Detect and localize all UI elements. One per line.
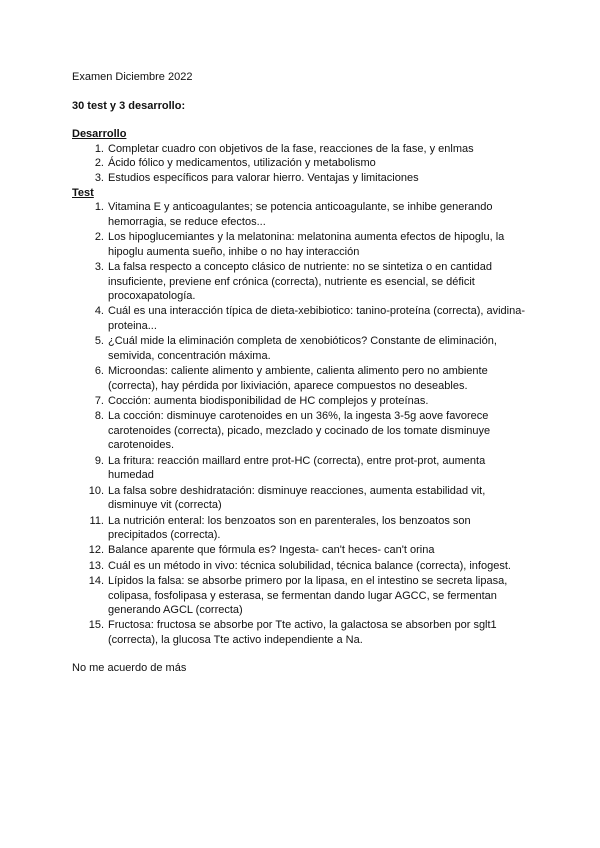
test-item	[72, 514, 532, 543]
test-item	[72, 304, 532, 333]
test-item-text: Microondas: caliente alimento y ambiente, calienta alimento pero no ambiente (correcta), hay pérdida por lixiviación, aparece compuestos no deseables.	[108, 365, 488, 392]
test-item-text: Los hipoglucemiantes y la melatonina: melatonina aumenta efectos de hipoglu, la hipoglu aumenta sueño, inhibe o no hay interacción	[108, 231, 505, 258]
test-item-number: 5.	[94, 335, 104, 348]
test-item	[72, 484, 532, 513]
development-item	[72, 142, 532, 157]
test-item-number: 12.	[88, 544, 104, 557]
development-item-number: 3.	[94, 171, 104, 184]
development-heading: Desarrollo	[72, 128, 127, 141]
test-item-text: La fritura: reacción maillard entre prot-HC (correcta), entre prot-prot, aumenta humedad	[108, 454, 486, 482]
exam-summary: 30 test y 3 desarrollo:	[72, 99, 186, 112]
test-item	[72, 574, 532, 618]
test-item	[72, 543, 532, 558]
test-item-text: La nutrición enteral: los benzoatos son en parenterales, los benzoatos son precipitados (correcta).	[108, 514, 471, 542]
closing-note: No me acuerdo de más	[72, 661, 187, 674]
test-list	[72, 200, 532, 647]
test-item-number: 6.	[94, 365, 104, 378]
test-item-text: Balance aparente que fórmula es? Ingesta- can't heces- can't orina	[108, 544, 435, 557]
test-item	[72, 454, 532, 483]
test-item-text: Cuál es un método in vivo: técnica solubilidad, técnica balance (correcta), infogest.	[108, 559, 511, 572]
test-item	[72, 364, 532, 393]
test-item	[72, 394, 532, 409]
development-item-text: Completar cuadro con objetivos de la fase, reacciones de la fase, y enlmas	[108, 142, 474, 155]
development-item-number: 1.	[94, 142, 104, 155]
test-item-number: 15.	[88, 619, 104, 632]
test-item-text: Fructosa: fructosa se absorbe por Tte activo, la galactosa se absorben por sglt1 (correcta), la glucosa Tte activo independiente a Na.	[108, 619, 497, 646]
test-item-number: 8.	[94, 410, 104, 423]
test-item-text: La falsa sobre deshidratación: disminuye reacciones, aumenta estabilidad vit, disminuye vit (correcta)	[108, 484, 486, 512]
test-item-number: 9.	[94, 454, 104, 467]
test-item-number: 4.	[94, 305, 104, 318]
document-content	[72, 70, 532, 675]
test-item-text: Cuál es una interacción típica de dieta-xebibiotico: tanino-proteína (correcta), avidina-proteina...	[108, 305, 526, 332]
test-item-text: ¿Cuál mide la eliminación completa de xenobióticos? Constante de eliminación, semivida, concentración máxima.	[108, 335, 497, 362]
development-item	[72, 171, 532, 186]
test-item	[72, 409, 532, 453]
test-item-number: 14.	[88, 574, 104, 587]
development-item	[72, 156, 532, 171]
test-item-number: 7.	[94, 395, 104, 407]
development-item-text: Estudios específicos para valorar hierro. Ventajas y limitaciones	[108, 171, 419, 184]
test-item	[72, 559, 532, 574]
development-item-number: 2.	[94, 157, 104, 170]
test-item	[72, 230, 532, 259]
test-item	[72, 200, 532, 229]
test-item-number: 1.	[94, 201, 104, 214]
test-item-number: 11.	[89, 514, 104, 527]
test-item	[72, 334, 532, 363]
document-title: Examen Diciembre 2022	[72, 71, 193, 83]
test-item-text: La cocción: disminuye carotenoides en un 36%, la ingesta 3-5g aove favorece carotenoides (correcta), picado, mezclado y cocinado de los tomate disminuye carotenoides.	[108, 410, 491, 452]
development-item-text: Ácido fólico y medicamentos, utilización y metabolismo	[108, 157, 376, 170]
test-item-number: 3.	[94, 260, 104, 273]
test-item-number: 2.	[94, 231, 104, 244]
test-item-text: Lípidos la falsa: se absorbe primero por la lipasa, en el intestino se secreta lipasa, colipasa, fosfolipasa y esterasa, se fermentan dando lugar AGCC, se fermentan generando AGCL (correcta)	[108, 574, 508, 617]
test-item-text: La falsa respecto a concepto clásico de nutriente: no se sintetiza o en cantidad insuficiente, previene enf crónica (correcta), nutriente es esencial, se déficit procoxapatología.	[108, 260, 493, 303]
test-item-number: 13.	[88, 559, 104, 572]
test-item	[72, 618, 532, 647]
test-item-text: Vitamina E y anticoagulantes; se potencia anticoagulante, se inhibe generando hemorragia, se reduce efectos...	[108, 201, 493, 228]
test-heading: Test	[72, 186, 94, 199]
development-list	[72, 142, 532, 186]
test-item-number: 10.	[88, 484, 104, 497]
test-item-text: Cocción: aumenta biodisponibilidad de HC complejos y proteínas.	[108, 395, 429, 407]
test-item	[72, 260, 532, 304]
